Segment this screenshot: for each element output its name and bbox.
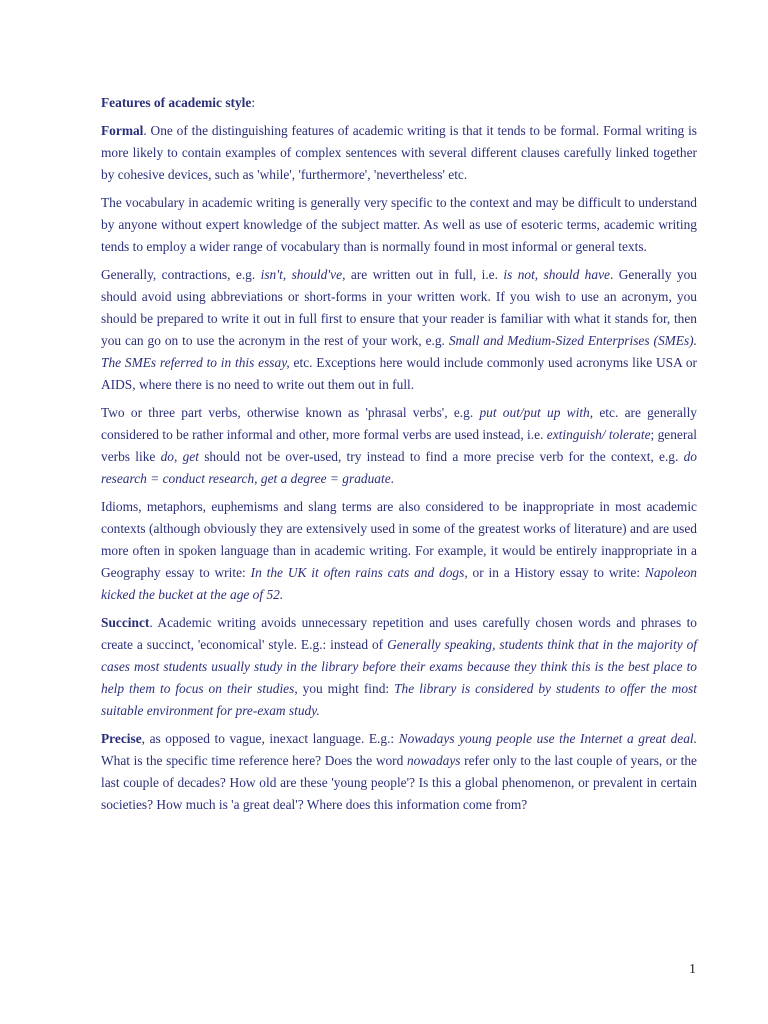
paragraph-idioms: Idioms, metaphors, euphemisms and slang terms are also considered to be inappropriate in most academic contexts (although obviously they are extensively used in some of the greatest works of literature) and are used more often in spoken language than in academic writing. For example, it would be entirely inappropriate in a Geography essay to write: In the UK it often rains cats and dogs, or in a History essay to write: Napoleon kicked the bucket at the age of 52.	[101, 499, 697, 602]
paragraph-succinct: Succinct. Academic writing avoids unnecessary repetition and uses carefully chosen words and phrases to create a succinct, 'economical' style. E.g.: instead of Generally speaking, students think that in the majority of cases most students usually study in the library before their exams because they think this is the best place to help them to focus on their studies, you might find: The library is considered by students to offer the most suitable environment for pre-exam study.	[101, 615, 698, 718]
paragraph-formal-intro: Formal. One of the distinguishing features of academic writing is that it tends to be formal. Formal writing is more likely to contain examples of complex sentences with several different clauses carefully linked together by cohesive devices, such as 'while', 'furthermore', 'nevertheless' etc.	[101, 123, 697, 182]
term-precise: Precise	[101, 731, 142, 746]
paragraph-precise: Precise, as opposed to vague, inexact language. E.g.: Nowadays young people use the Internet a great deal. What is the specific time reference here? Does the word nowadays refer only to the last couple of years, or the last couple of decades? How old are these 'young people'? Is this a global phenomenon, or prevalent in certain societies? How much is 'a great deal'? Where does this information come from?	[101, 731, 697, 812]
page-number: 1	[689, 962, 696, 977]
paragraph-vocabulary: The vocabulary in academic writing is generally very specific to the context and may be difficult to understand by anyone without expert knowledge of the subject matter. As well as use of esoteric terms, academic writing tends to employ a wider range of vocabulary than is normally found in most informal or general texts.	[101, 195, 697, 254]
section-heading: Features of academic style:	[101, 95, 256, 110]
document-page	[101, 92, 697, 822]
term-formal: Formal	[101, 123, 144, 138]
term-succinct: Succinct	[101, 615, 150, 630]
paragraph-phrasal-verbs: Two or three part verbs, otherwise known as 'phrasal verbs', e.g. put out/put up with, etc. are generally considered to be rather informal and other, more formal verbs are used instead, i.e. extinguish/ tolerate; general verbs like do, get should not be over-used, try instead to find a more precise verb for the context, e.g. do research = conduct research, get a degree = graduate.	[101, 405, 698, 486]
paragraph-contractions: Generally, contractions, e.g. isn't, should've, are written out in full, i.e. is not, should have. Generally you should avoid using abbreviations or short-forms in your written work. If you wish to use an acronym, you should be prepared to write it out in full first to ensure that your reader is familiar with what it stands for, then you can go on to use the acronym in the rest of your work, e.g. Small and Medium-Sized Enterprises (SMEs). The SMEs referred to in this essay, etc. Exceptions here would include commonly used acronyms like USA or AIDS, where there is no need to write out them out in full.	[101, 267, 698, 392]
